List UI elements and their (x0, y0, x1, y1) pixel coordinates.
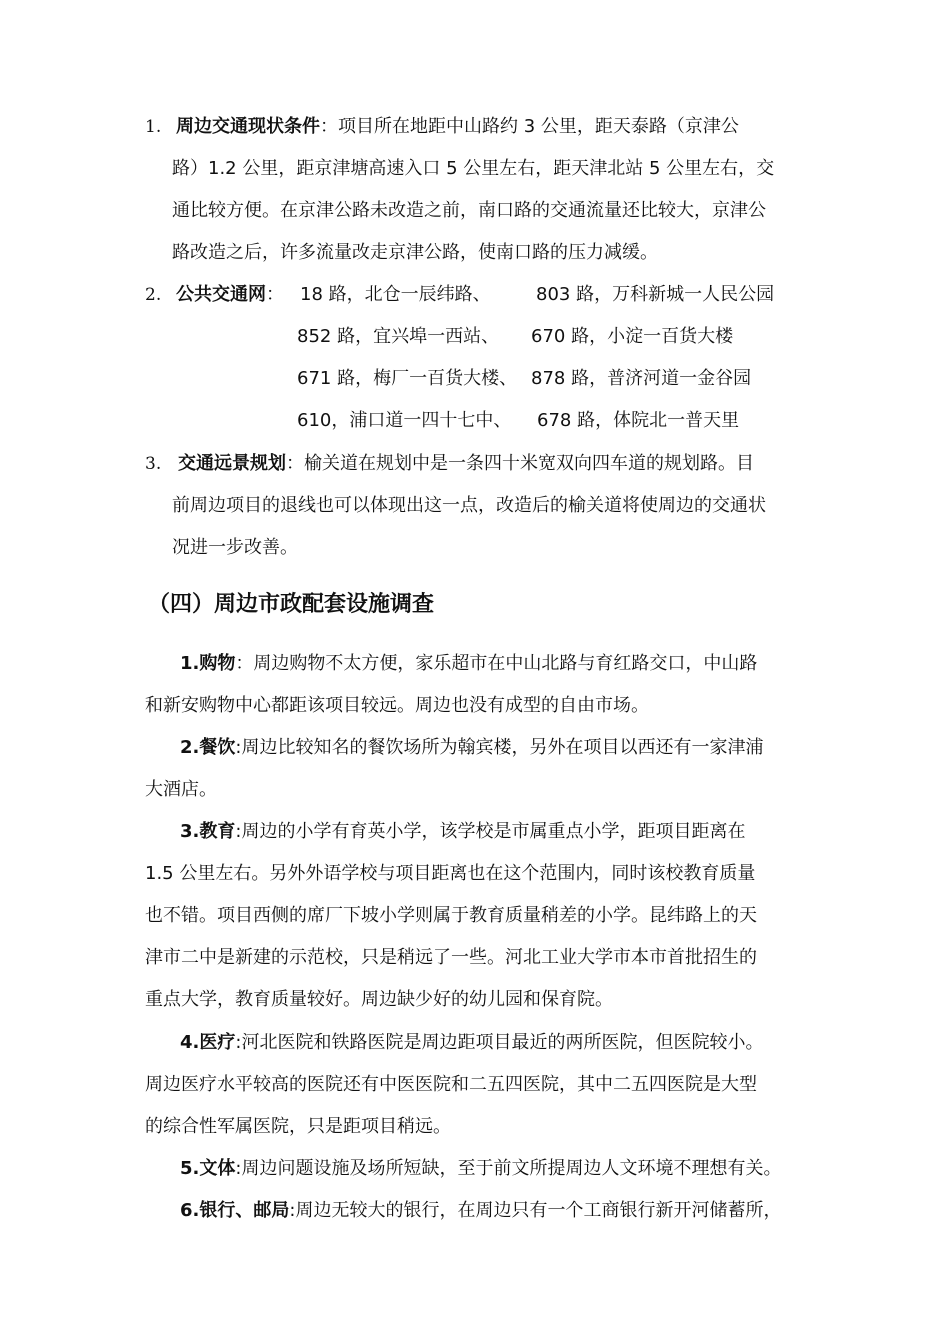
item-title: 公共交通网 (176, 284, 266, 305)
item-title: 周边交通现状条件 (176, 116, 320, 137)
facility-item-first-line: 5.文体:周边问题设施及场所短缺，至于前文所提周边人文环境不理想有关。 (180, 1158, 782, 1179)
bus-route: 678 路，体院北一普天里 (537, 410, 740, 431)
bus-route: 671 路，梅厂一百货大楼、 (297, 368, 518, 389)
facility-label: 6.银行、邮局 (180, 1200, 290, 1221)
list-item-first-line: 周边交通现状条件：项目所在地距中山路约 3 公里，距天泰路（京津公 (176, 116, 739, 137)
text-line: 大酒店。 (145, 779, 217, 800)
text-line: 通比较方便。在京津公路未改造之前，南口路的交通流量还比较大，京津公 (172, 200, 766, 221)
list-item-first-line: 交通远景规划：榆关道在规划中是一条四十米宽双向四车道的规划路。目 (178, 453, 754, 474)
text-line: 1.5 公里左右。另外外语学校与项目距离也在这个范围内，同时该校教育质量 (145, 863, 756, 884)
text-line: 津市二中是新建的示范校，只是稍远了一些。河北工业大学市本市首批招生的 (145, 947, 757, 968)
facility-item-first-line: 6.银行、邮局:周边无较大的银行，在周边只有一个工商银行新开河储蓄所， (180, 1200, 782, 1221)
bus-route: 878 路，普济河道一金谷园 (531, 368, 752, 389)
facility-label: 2.餐饮 (180, 737, 236, 758)
facility-label: 1.购物 (180, 653, 236, 674)
text-line: 周边医疗水平较高的医院还有中医医院和二五四医院，其中二五四医院是大型 (145, 1074, 757, 1095)
text-line: 的综合性军属医院，只是距项目稍远。 (145, 1116, 451, 1137)
text-line: 路）1.2 公里，距京津塘高速入口 5 公里左右，距天津北站 5 公里左右，交 (172, 158, 775, 179)
text-line: 前周边项目的退线也可以体现出这一点，改造后的榆关道将使周边的交通状 (172, 495, 766, 516)
item-title: 交通远景规划 (178, 453, 286, 474)
bus-route: 803 路，万科新城一人民公园 (536, 284, 775, 305)
text-line: 路改造之后，许多流量改走京津公路，使南口路的压力减缓。 (172, 242, 658, 263)
facility-item-first-line: 1.购物：周边购物不太方便，家乐超市在中山北路与育红路交口，中山路 (180, 653, 758, 674)
text-line: 和新安购物中心都距该项目较远。周边也没有成型的自由市场。 (145, 695, 649, 716)
list-number: 2. (145, 285, 162, 305)
list-number: 3. (145, 454, 162, 474)
bus-route: 670 路，小淀一百货大楼 (531, 326, 734, 347)
text-line: 重点大学，教育质量较好。周边缺少好的幼儿园和保育院。 (145, 989, 613, 1010)
facility-label: 5.文体 (180, 1158, 236, 1179)
text-line: 况进一步改善。 (172, 537, 298, 558)
text-line: 也不错。项目西侧的席厂下坡小学则属于教育质量稍差的小学。昆纬路上的天 (145, 905, 757, 926)
bus-route: 852 路，宜兴埠一西站、 (297, 326, 500, 347)
facility-item-first-line: 4.医疗:河北医院和铁路医院是周边距项目最近的两所医院，但医院较小。 (180, 1032, 764, 1053)
facility-label: 3.教育 (180, 821, 236, 842)
bus-route: 610，浦口道一四十七中、 (297, 410, 512, 431)
list-number: 1. (145, 117, 162, 137)
bus-route: 18 路，北仓一辰纬路、 (300, 284, 491, 305)
facility-item-first-line: 3.教育:周边的小学有育英小学，该学校是市属重点小学，距项目距离在 (180, 821, 746, 842)
facility-item-first-line: 2.餐饮:周边比较知名的餐饮场所为翰宾楼，另外在项目以西还有一家津浦 (180, 737, 764, 758)
facility-label: 4.医疗 (180, 1032, 236, 1053)
list-item-title-line: 公共交通网： (176, 284, 284, 305)
section-heading: （四）周边市政配套设施调查 (148, 592, 435, 617)
